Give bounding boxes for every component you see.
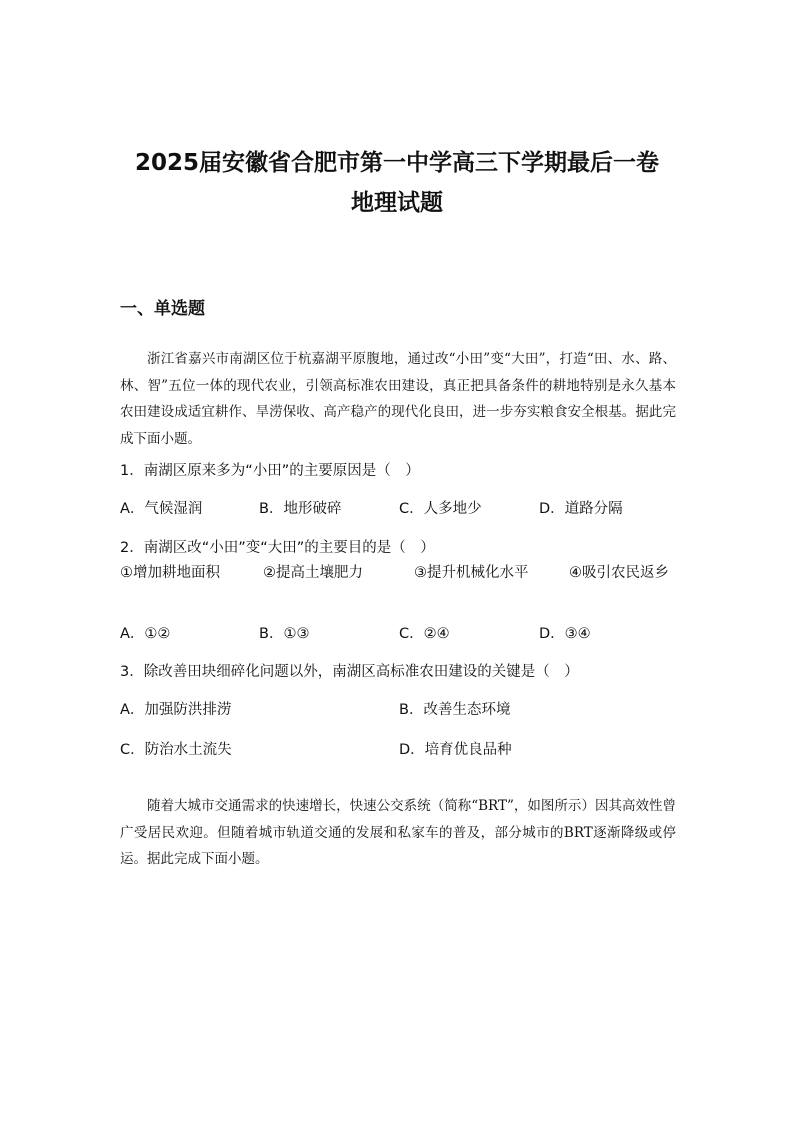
q3-option-c: C．防治水土流失 xyxy=(120,742,232,758)
question-2-stem: 2．南湖区改“小田”变“大田”的主要目的是（ ） xyxy=(120,540,435,556)
section-heading: 一、单选题 xyxy=(120,299,205,319)
q3-option-a: A．加强防洪排涝 xyxy=(120,702,232,718)
q2-statement-4: ④吸引农民返乡 xyxy=(569,565,669,581)
q1-option-b: B．地形破碎 xyxy=(259,501,342,517)
question-3-stem: 3．除改善田块细碎化问题以外，南湖区高标准农田建设的关键是（ ） xyxy=(120,664,579,680)
q2-option-b: B．①③ xyxy=(259,626,310,642)
q3-option-d: D．培育优良品种 xyxy=(399,742,512,758)
passage-2: 随着大城市交通需求的快速增长，快速公交系统（简称“BRT”，如图所示）因其高效性曾广受居民欢迎。但随着城市轨道交通的发展和私家车的普及，部分城市的BRT逐渐降级或停运。据此完成下面小题。 xyxy=(120,798,676,867)
q1-option-d: D．道路分隔 xyxy=(539,501,623,517)
q2-option-a: A．①② xyxy=(120,626,171,642)
q1-option-a: A．气候湿润 xyxy=(120,501,203,517)
q2-statement-2: ②提高土壤肥力 xyxy=(263,565,363,581)
q2-option-d: D．③④ xyxy=(539,626,591,642)
passage-1: 浙江省嘉兴市南湖区位于杭嘉湖平原腹地，通过改“小田”变“大田”，打造“田、水、路、林、智”五位一体的现代农业，引领高标准农田建设，真正把具备条件的耕地特别是永久基本农田建设成适宜耕作、旱涝保收、高产稳产的现代化良田，进一步夯实粮食安全根基。据此完成下面小题。 xyxy=(120,351,676,447)
document-title: 2025届安徽省合肥市第一中学高三下学期最后一卷 xyxy=(134,150,659,176)
q2-statement-1: ①增加耕地面积 xyxy=(120,565,220,581)
q3-option-b: B．改善生态环境 xyxy=(399,702,511,718)
q2-option-c: C．②④ xyxy=(399,626,450,642)
question-2-statements xyxy=(120,560,680,586)
document-subtitle: 地理试题 xyxy=(351,190,443,216)
q1-option-c: C．人多地少 xyxy=(399,501,482,517)
question-1-stem: 1．南湖区原来多为“小田”的主要原因是（ ） xyxy=(120,463,420,479)
q2-statement-3: ③提升机械化水平 xyxy=(414,565,529,581)
